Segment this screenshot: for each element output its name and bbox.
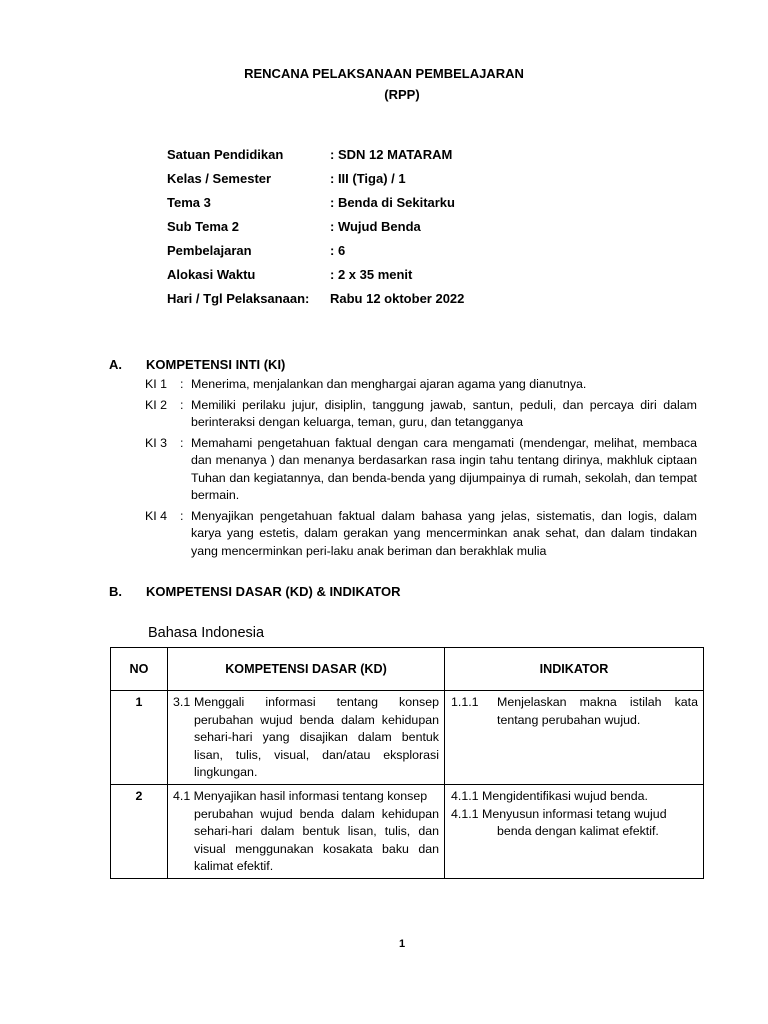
ki-colon: : [180, 397, 184, 412]
info-value: : 2 x 35 menit [330, 267, 413, 282]
section-b-heading [109, 584, 400, 599]
info-label: Hari / Tgl Pelaksanaan: [167, 291, 310, 306]
subject-title: Bahasa Indonesia [148, 625, 265, 641]
info-row-hari [167, 291, 464, 315]
ki-item [145, 376, 697, 394]
info-label: Tema 3 [167, 195, 211, 210]
info-row-kelas [167, 171, 464, 195]
row-number: 1 [111, 691, 168, 785]
indikator-cell [445, 691, 704, 785]
ki-code: KI 3 [145, 435, 168, 450]
indikator-entry [451, 694, 698, 729]
table-row [111, 784, 704, 878]
indikator-cell [445, 784, 704, 878]
indikator-text: 4.1.1 Mengidentifikasi wujud benda. [451, 788, 649, 803]
header-no: NO [111, 648, 168, 691]
info-value: Rabu 12 oktober 2022 [330, 291, 465, 306]
info-label: Pembelajaran [167, 243, 252, 258]
info-value: : Wujud Benda [330, 219, 421, 234]
ki-text: Memiliki perilaku jujur, disiplin, tanggung jawab, santun, peduli, dan percaya diri dalam berinteraksi dengan keluarga, teman, guru, dan tetangganya [191, 397, 697, 429]
info-label: Satuan Pendidikan [167, 147, 284, 162]
header-indikator: INDIKATOR [445, 648, 704, 691]
kd-number: 3.1 [173, 695, 191, 709]
info-value: : 6 [330, 243, 346, 258]
section-title: KOMPETENSI DASAR (KD) & INDIKATOR [146, 584, 401, 599]
info-row-tema [167, 195, 464, 219]
kd-entry [173, 694, 439, 782]
section-a-heading [109, 357, 285, 372]
info-value: : SDN 12 MATARAM [330, 147, 453, 162]
info-row-pembelajaran [167, 243, 464, 267]
ki-item [145, 435, 697, 505]
row-number: 2 [111, 784, 168, 878]
indikator-text-rest: benda dengan kalimat efektif. [497, 824, 659, 839]
ki-item [145, 397, 697, 432]
kd-cell [168, 784, 445, 878]
ki-item [145, 508, 697, 561]
ki-colon: : [180, 435, 184, 450]
info-row-subtema [167, 219, 464, 243]
header-kd: KOMPETENSI DASAR (KD) [168, 648, 445, 691]
ki-colon: : [180, 508, 184, 523]
kd-text-first: 4.1 Menyajikan hasil informasi tentang konsep [173, 788, 428, 803]
ki-list [145, 376, 697, 563]
identity-block [167, 147, 464, 315]
info-row-alokasi [167, 267, 464, 291]
info-label: Kelas / Semester [167, 171, 272, 186]
section-letter: B. [109, 584, 122, 599]
kd-cell [168, 691, 445, 785]
kd-table [110, 647, 704, 879]
kd-text: Menggali informasi tentang konsep perubahan wujud benda dalam kehidupan sehari-hari yang disajikan dalam bentuk lisan, tulis, visual, dan/atau eksplorasi lingkungan. [194, 695, 439, 780]
ki-text: Memahami pengetahuan faktual dengan cara mengamati (mendengar, melihat, membaca dan menanya ) dan menanya berdasarkan rasa ingin tahu tentang dirinya, makhluk ciptaan Tuhan dan kegiatannya, dan benda-benda yang dijumpainya di rumah, sekolah, dan tempat bermain. [191, 435, 697, 502]
section-letter: A. [109, 357, 122, 372]
ki-code: KI 1 [145, 377, 168, 391]
document-subtitle: (RPP) [384, 87, 420, 102]
ki-text: Menyajikan pengetahuan faktual dalam bahasa yang jelas, sistematis, dan logis, dalam karya yang estetis, dalam gerakan yang mencerminkan anak sehat, dan dalam tindakan yang mencerminkan peri-laku anak beriman dan berakhlak mulia [191, 508, 697, 558]
page-number: 1 [398, 938, 406, 950]
indikator-number: 1.1.1 [451, 695, 479, 709]
document-title: RENCANA PELAKSANAAN PEMBELAJARAN [244, 66, 524, 81]
ki-code: KI 4 [145, 508, 168, 523]
ki-colon: : [180, 377, 184, 391]
ki-text: Menerima, menjalankan dan menghargai ajaran agama yang dianutnya. [191, 377, 587, 391]
info-label: Sub Tema 2 [167, 219, 240, 234]
info-value: : III (Tiga) / 1 [330, 171, 406, 186]
indikator-text-first: 4.1.1 Menyusun informasi tetang wujud [451, 806, 667, 821]
table-header-row [111, 648, 704, 691]
section-title: KOMPETENSI INTI (KI) [146, 357, 286, 372]
info-label: Alokasi Waktu [167, 267, 256, 282]
info-value: : Benda di Sekitarku [330, 195, 455, 210]
indikator-text: Menjelaskan makna istilah kata tentang perubahan wujud. [497, 695, 698, 727]
info-row-satuan [167, 147, 464, 171]
table-row [111, 691, 704, 785]
ki-code: KI 2 [145, 397, 168, 412]
kd-text-rest: perubahan wujud benda dalam kehidupan sehari-hari dalam bentuk lisan, tulis, dan visual menggunakan kosakata baku dan kalimat efektif. [194, 806, 439, 874]
